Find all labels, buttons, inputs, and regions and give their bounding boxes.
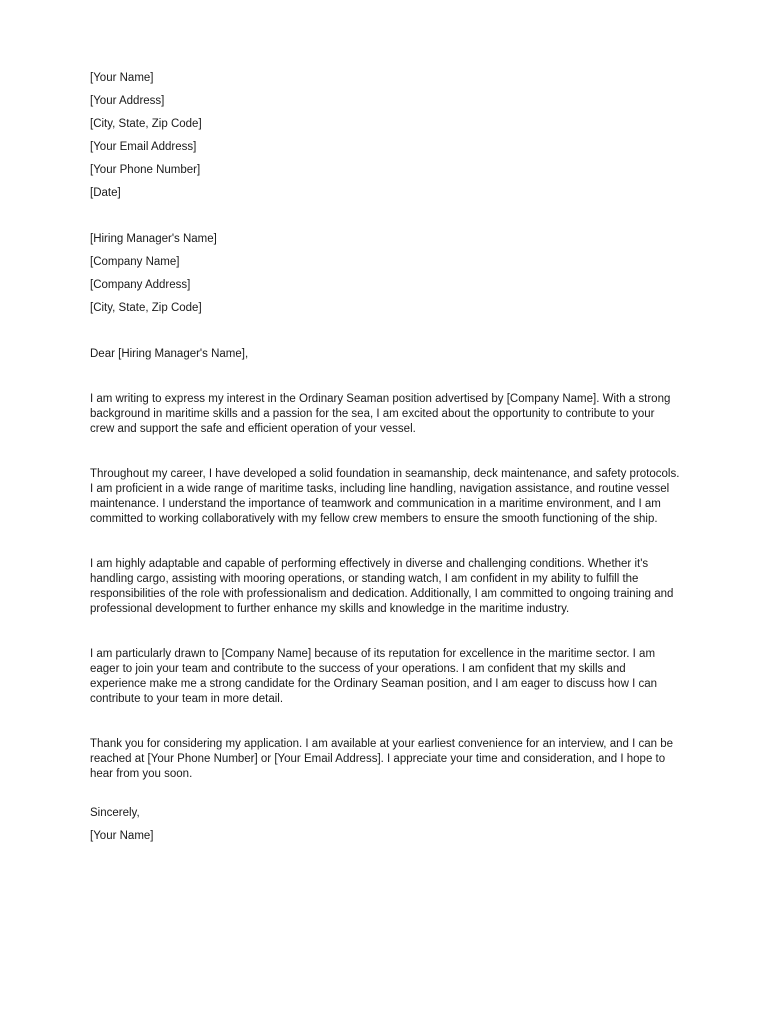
sender-address: [Your Address] bbox=[90, 95, 165, 107]
cover-letter-page bbox=[90, 71, 680, 852]
recipient-address: [Company Address] bbox=[90, 279, 191, 291]
body-paragraph: I am particularly drawn to [Company Name] because of its reputation for excellence in the maritime sector. I am eager to join your team and contribute to the success of your operations. I am confident that my skills and experience make me a strong candidate for the Ordinary Seaman position, and I am eager to discuss how I can contribute to your team in more detail. bbox=[90, 648, 658, 705]
sender-phone: [Your Phone Number] bbox=[90, 164, 201, 176]
closing: Sincerely, bbox=[90, 807, 140, 819]
sender-email: [Your Email Address] bbox=[90, 141, 197, 153]
salutation: Dear [Hiring Manager's Name], bbox=[90, 348, 249, 360]
recipient-block bbox=[90, 232, 680, 316]
recipient-name: [Hiring Manager's Name] bbox=[90, 233, 217, 245]
body-paragraph: I am writing to express my interest in the Ordinary Seaman position advertised by [Company Name]. With a strong background in maritime skills and a passion for the sea, I am excited about the opportunity to contribute to your crew and support the safe and efficient operation of your vessel. bbox=[90, 393, 671, 435]
recipient-company: [Company Name] bbox=[90, 256, 180, 268]
sender-block bbox=[90, 71, 680, 201]
body-paragraph: Thank you for considering my application. I am available at your earliest convenience for an interview, and I can be reached at [Your Phone Number] or [Your Email Address]. I appreciate your time and consideration, and I hope to hear from you soon. bbox=[90, 738, 673, 780]
spacer bbox=[90, 324, 680, 347]
recipient-city: [City, State, Zip Code] bbox=[90, 302, 202, 314]
signature-name: [Your Name] bbox=[90, 830, 154, 842]
sender-name: [Your Name] bbox=[90, 72, 154, 84]
spacer bbox=[90, 209, 680, 232]
body-paragraph: Throughout my career, I have developed a solid foundation in seamanship, deck maintenance, and safety protocols. I am proficient in a wide range of maritime tasks, including line handling, navigation assistance, and routine vessel maintenance. I understand the importance of teamwork and communication in a maritime environment, and I am committed to working collaboratively with my fellow crew members to ensure the smooth functioning of the ship. bbox=[90, 468, 680, 525]
letter-date: [Date] bbox=[90, 187, 121, 199]
body-paragraph: I am highly adaptable and capable of performing effectively in diverse and challenging conditions. Whether it's handling cargo, assisting with mooring operations, or standing watch, I am confident in my ability to fulfill the responsibilities of the role with professionalism and dedication. Additionally, I am committed to ongoing training and professional development to further enhance my skills and knowledge in the maritime industry. bbox=[90, 558, 674, 615]
sender-city: [City, State, Zip Code] bbox=[90, 118, 202, 130]
